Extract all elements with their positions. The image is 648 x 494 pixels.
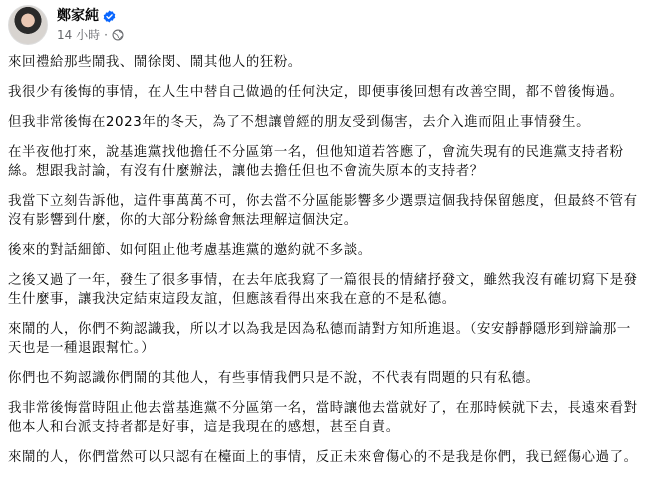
author-name[interactable]: 鄭家純 [57, 7, 99, 24]
verified-badge-icon [103, 10, 116, 23]
post-paragraph: 但我非常後悔在2023年的冬天，為了不想讓曾經的朋友受到傷害，去介入進而阻止事情發生。 [8, 115, 591, 130]
post-paragraph: 來鬧的人，你們當然可以只認有在檯面上的事情，反正未來會傷心的不是我是你們，我已經傷心過了。 [8, 450, 638, 465]
post-paragraph: 之後又過了一年，發生了很多事情，在去年底我寫了一篇很長的情緒抒發文，雖然我沒有確切寫下是發生什麼事，讓我決定結束這段友誼，但應該看得出來我在意的不是私德。 [8, 273, 638, 307]
post-meta [57, 7, 124, 44]
globe-icon[interactable] [112, 29, 124, 41]
post-paragraph: 我當下立刻告訴他，這件事萬萬不可，你去當不分區能影響多少選票這個我持保留態度，但最終不管有沒有影響到什麼，你的大部分粉絲會無法理解這個決定。 [8, 194, 638, 228]
post-paragraph: 來鬧的人，你們不夠認識我，所以才以為我是因為私德而請對方知所進退。（安安靜靜隱形到辯論那一天也是一種退跟幫忙。） [8, 322, 631, 356]
post-paragraph: 來回禮給那些鬧我、鬧徐閔、鬧其他人的狂粉。 [8, 55, 302, 70]
post-paragraph: 我非常後悔當時阻止他去當基進黨不分區第一名，當時讓他去當就好了，在那時候就下去，長遠來看對他本人和台派支持者都是好事，這是我現在的感想，甚至自責。 [8, 401, 638, 435]
post-header [8, 5, 124, 45]
post-paragraph: 你們也不夠認識你們鬧的其他人，有些事情我們只是不說，不代表有問題的只有私德。 [8, 371, 540, 386]
author-avatar[interactable] [8, 5, 48, 45]
post-paragraph: 在半夜他打來，說基進黨找他擔任不分區第一名，但他知道若答應了，會流失現有的民進黨支持者粉絲。想跟我討論，有沒有什麼辦法，讓他去擔任但也不會流失原本的支持者？ [8, 145, 624, 179]
post-time-row [57, 27, 124, 44]
post-paragraph: 後來的對話細節、如何阻止他考慮基進黨的邀約就不多談。 [8, 243, 372, 258]
post-body [8, 53, 640, 478]
post-timestamp[interactable]: 14 小時 [57, 27, 101, 42]
meta-separator: · [104, 28, 108, 42]
author-name-row [57, 7, 124, 26]
post-paragraph: 我很少有後悔的事情，在人生中替自己做過的任何決定，即便事後回想有改善空間，都不曾後悔過。 [8, 85, 624, 100]
